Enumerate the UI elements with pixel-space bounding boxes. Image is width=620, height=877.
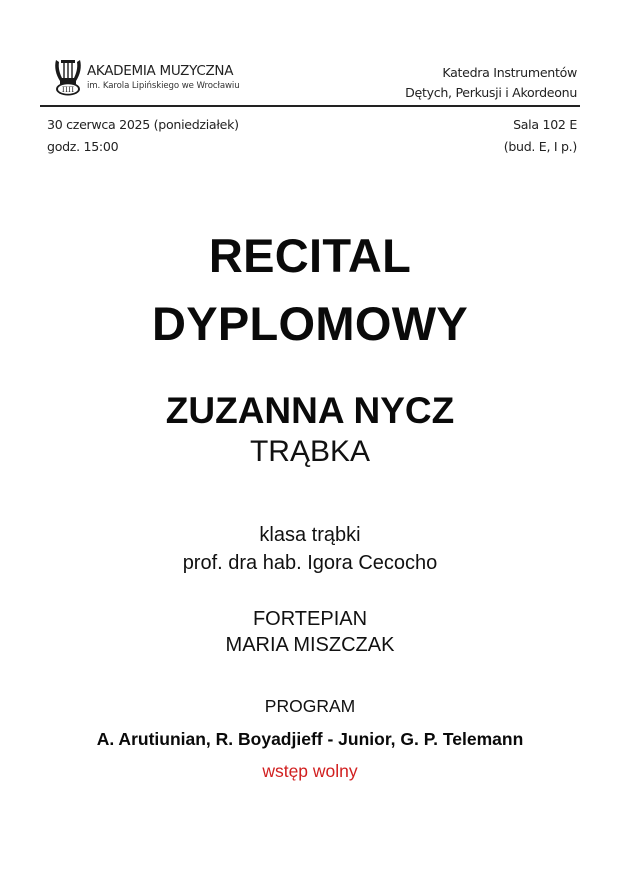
lyre-icon [53, 57, 83, 97]
admission-note: wstęp wolny [262, 761, 358, 781]
teacher-class [0, 521, 620, 577]
header-divider [40, 105, 580, 107]
accompanist [0, 606, 620, 658]
performer-name: ZUZANNA NYCZ [165, 390, 455, 431]
department-line-2: Dętych, Perkusji i Akordeonu [405, 85, 577, 100]
program-composers: A. Arutiunian, R. Boyadjieff - Junior, G. P. Telemann [96, 729, 524, 749]
title-line-1: RECITAL [208, 229, 412, 282]
performer-instrument: TRĄBKA [249, 435, 371, 468]
event-building: (bud. E, I p.) [503, 139, 577, 154]
event-datetime [47, 114, 239, 158]
event-time: godz. 15:00 [47, 139, 119, 154]
class-label: klasa trąbki [259, 524, 361, 546]
program-heading: PROGRAM [264, 696, 356, 716]
department-line-1: Katedra Instrumentów [442, 65, 577, 80]
department [405, 63, 577, 103]
institution-name: AKADEMIA MUZYCZNA [87, 63, 234, 79]
teacher-name: prof. dra hab. Igora Cecocho [182, 552, 438, 574]
event-location [504, 114, 577, 158]
pianist-name: MARIA MISZCZAK [225, 634, 395, 656]
page-title [0, 222, 620, 358]
event-date: 30 czerwca 2025 (poniedziałek) [47, 117, 239, 132]
institution-subtitle: im. Karola Lipińskiego we Wrocławiu [87, 81, 240, 91]
svg-text:ΠΠ: ΠΠ [61, 86, 75, 94]
event-room: Sala 102 E [513, 117, 577, 132]
title-line-2: DYPLOMOWY [151, 297, 469, 350]
piano-label: FORTEPIAN [252, 608, 368, 630]
